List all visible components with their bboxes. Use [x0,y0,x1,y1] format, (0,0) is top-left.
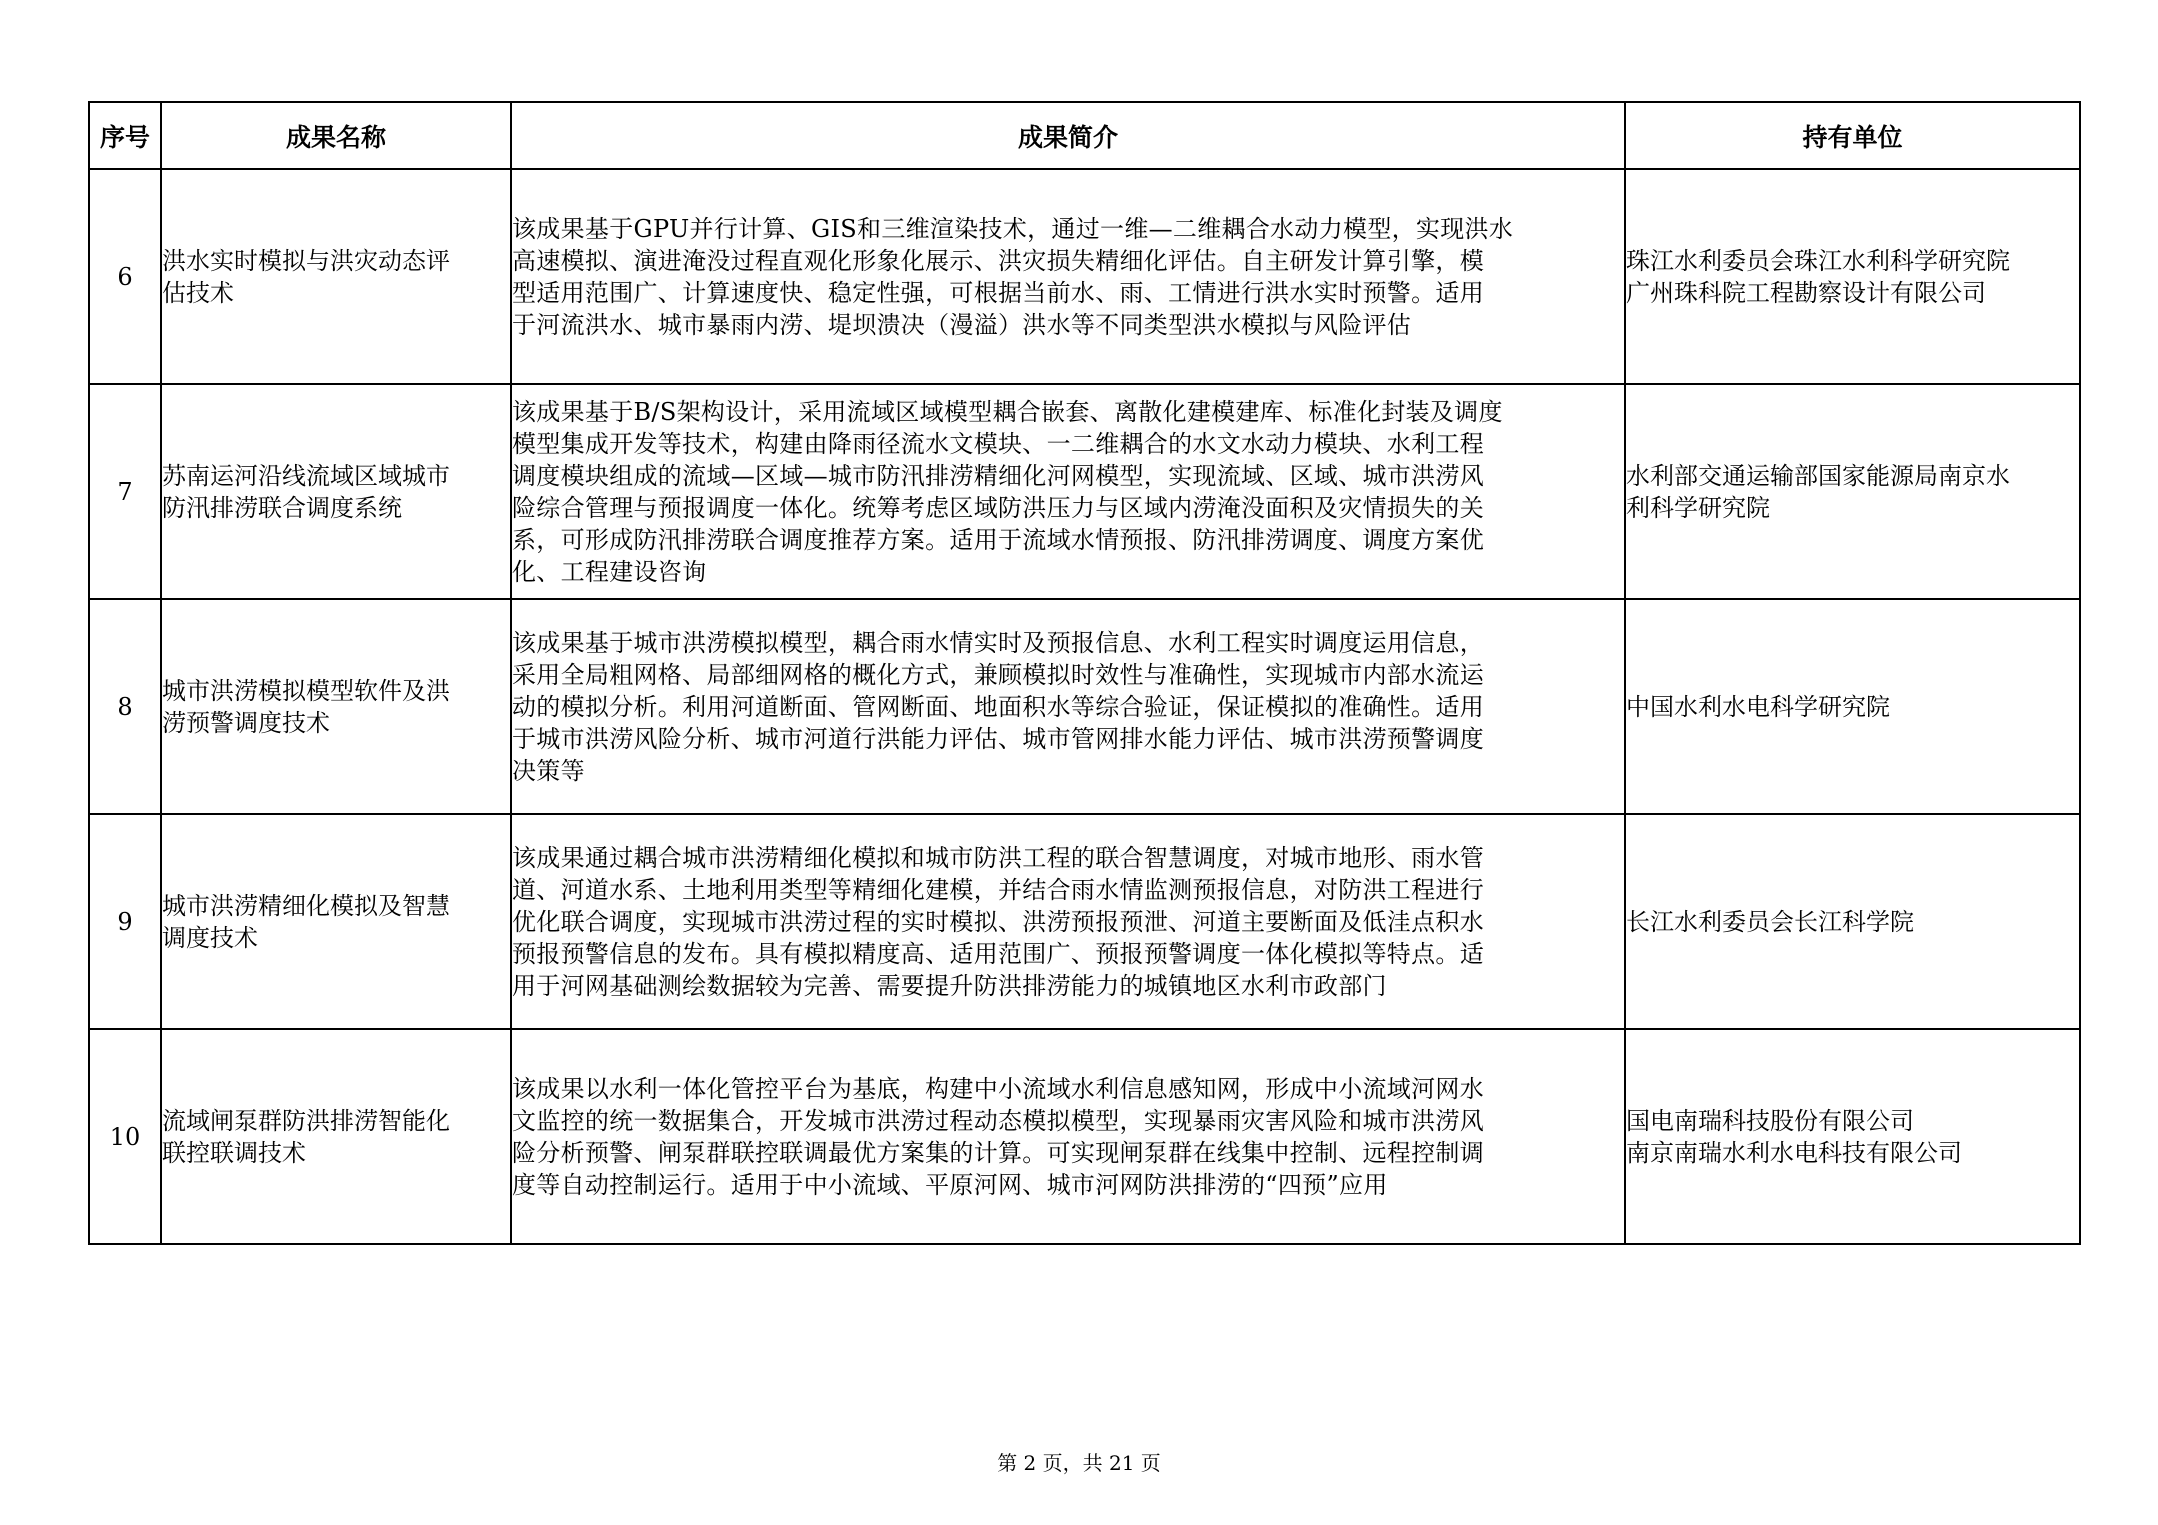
table-header-row [89,102,2080,169]
description-line: 模型集成开发等技术，构建由降雨径流水文模块、一二维耦合的水文水动力模块、水利工程 [512,429,1484,458]
holding-unit [1625,599,2080,814]
result-name-line: 联控联调技术 [162,1138,306,1167]
unit-line: 南京南瑞水利水电科技有限公司 [1626,1138,1962,1167]
holding-unit [1625,384,2080,599]
holding-unit [1625,1029,2080,1244]
result-name-line: 防汛排涝联合调度系统 [162,493,402,522]
result-description [511,169,1625,384]
result-description [511,814,1625,1029]
result-name-line: 涝预警调度技术 [162,708,330,737]
result-name-line: 估技术 [162,278,234,307]
description-line: 采用全局粗网格、局部细网格的概化方式，兼顾模拟时效性与准确性，实现城市内部水流运 [512,660,1484,689]
result-name-line: 调度技术 [162,923,258,952]
row-number: 10 [89,1029,161,1244]
result-description [511,1029,1625,1244]
row-number: 8 [89,599,161,814]
header-desc: 成果简介 [511,102,1625,169]
unit-line: 水利部交通运输部国家能源局南京水 [1626,461,2010,490]
description-line: 高速模拟、演进淹没过程直观化形象化展示、洪灾损失精细化评估。自主研发计算引擎，模 [512,246,1484,275]
result-name-line: 洪水实时模拟与洪灾动态评 [162,246,450,275]
description-line: 优化联合调度，实现城市洪涝过程的实时模拟、洪涝预报预泄、河道主要断面及低洼点积水 [512,907,1484,936]
description-line: 险综合管理与预报调度一体化。统筹考虑区域防洪压力与区域内涝淹没面积及灾情损失的关 [512,493,1484,522]
description-line: 用于河网基础测绘数据较为完善、需要提升防洪排涝能力的城镇地区水利市政部门 [512,971,1387,1000]
row-number: 6 [89,169,161,384]
unit-line: 国电南瑞科技股份有限公司 [1626,1106,1914,1135]
unit-line: 利科学研究院 [1626,493,1770,522]
description-line: 系，可形成防汛排涝联合调度推荐方案。适用于流域水情预报、防汛排涝调度、调度方案优 [512,525,1484,554]
description-line: 动的模拟分析。利用河道断面、管网断面、地面积水等综合验证，保证模拟的准确性。适用 [512,692,1484,721]
unit-line: 中国水利水电科学研究院 [1626,692,1890,721]
description-line: 道、河道水系、土地利用类型等精细化建模，并结合雨水情监测预报信息，对防洪工程进行 [512,875,1484,904]
result-name-line: 流域闸泵群防洪排涝智能化 [162,1106,450,1135]
description-line: 化、工程建设咨询 [512,557,707,586]
unit-line: 广州珠科院工程勘察设计有限公司 [1626,278,1986,307]
table-row [89,814,2080,1029]
description-line: 于城市洪涝风险分析、城市河道行洪能力评估、城市管网排水能力评估、城市洪涝预警调度 [512,724,1484,753]
table-row [89,1029,2080,1244]
results-table [88,101,2081,1245]
description-line: 该成果基于B/S架构设计，采用流域区域模型耦合嵌套、离散化建模建库、标准化封装及调度 [512,397,1503,426]
result-name [161,384,511,599]
page-number-footer: 第 2 页，共 21 页 [997,1451,1161,1475]
description-line: 型适用范围广、计算速度快、稳定性强，可根据当前水、雨、工情进行洪水实时预警。适用 [512,278,1484,307]
result-name-line: 城市洪涝精细化模拟及智慧 [162,891,450,920]
result-name [161,599,511,814]
description-line: 该成果基于城市洪涝模拟模型，耦合雨水情实时及预报信息、水利工程实时调度运用信息， [512,628,1484,657]
result-description [511,384,1625,599]
description-line: 该成果基于GPU并行计算、GIS和三维渲染技术，通过一维—二维耦合水动力模型，实现洪水 [512,214,1514,243]
header-name: 成果名称 [161,102,511,169]
row-number: 9 [89,814,161,1029]
result-name [161,1029,511,1244]
description-line: 度等自动控制运行。适用于中小流域、平原河网、城市河网防洪排涝的“四预”应用 [512,1170,1388,1199]
holding-unit [1625,169,2080,384]
holding-unit [1625,814,2080,1029]
table-row [89,169,2080,384]
unit-line: 长江水利委员会长江科学院 [1626,907,1914,936]
unit-line: 珠江水利委员会珠江水利科学研究院 [1626,246,2010,275]
description-line: 预报预警信息的发布。具有模拟精度高、适用范围广、预报预警调度一体化模拟等特点。适 [512,939,1484,968]
result-name-line: 苏南运河沿线流域区域城市 [162,461,450,490]
result-name-line: 城市洪涝模拟模型软件及洪 [162,676,450,705]
description-line: 调度模块组成的流域—区域—城市防汛排涝精细化河网模型，实现流域、区域、城市洪涝风 [512,461,1484,490]
result-description [511,599,1625,814]
description-line: 险分析预警、闸泵群联控联调最优方案集的计算。可实现闸泵群在线集中控制、远程控制调 [512,1138,1484,1167]
description-line: 决策等 [512,756,585,785]
description-line: 文监控的统一数据集合，开发城市洪涝过程动态模拟模型，实现暴雨灾害风险和城市洪涝风 [512,1106,1484,1135]
description-line: 该成果通过耦合城市洪涝精细化模拟和城市防洪工程的联合智慧调度，对城市地形、雨水管 [512,843,1484,872]
header-unit: 持有单位 [1625,102,2080,169]
description-line: 该成果以水利一体化管控平台为基底，构建中小流域水利信息感知网，形成中小流域河网水 [512,1074,1484,1103]
result-name [161,169,511,384]
header-no: 序号 [89,102,161,169]
table-row [89,599,2080,814]
row-number: 7 [89,384,161,599]
table-row [89,384,2080,599]
result-name [161,814,511,1029]
description-line: 于河流洪水、城市暴雨内涝、堤坝溃决（漫溢）洪水等不同类型洪水模拟与风险评估 [512,310,1412,339]
